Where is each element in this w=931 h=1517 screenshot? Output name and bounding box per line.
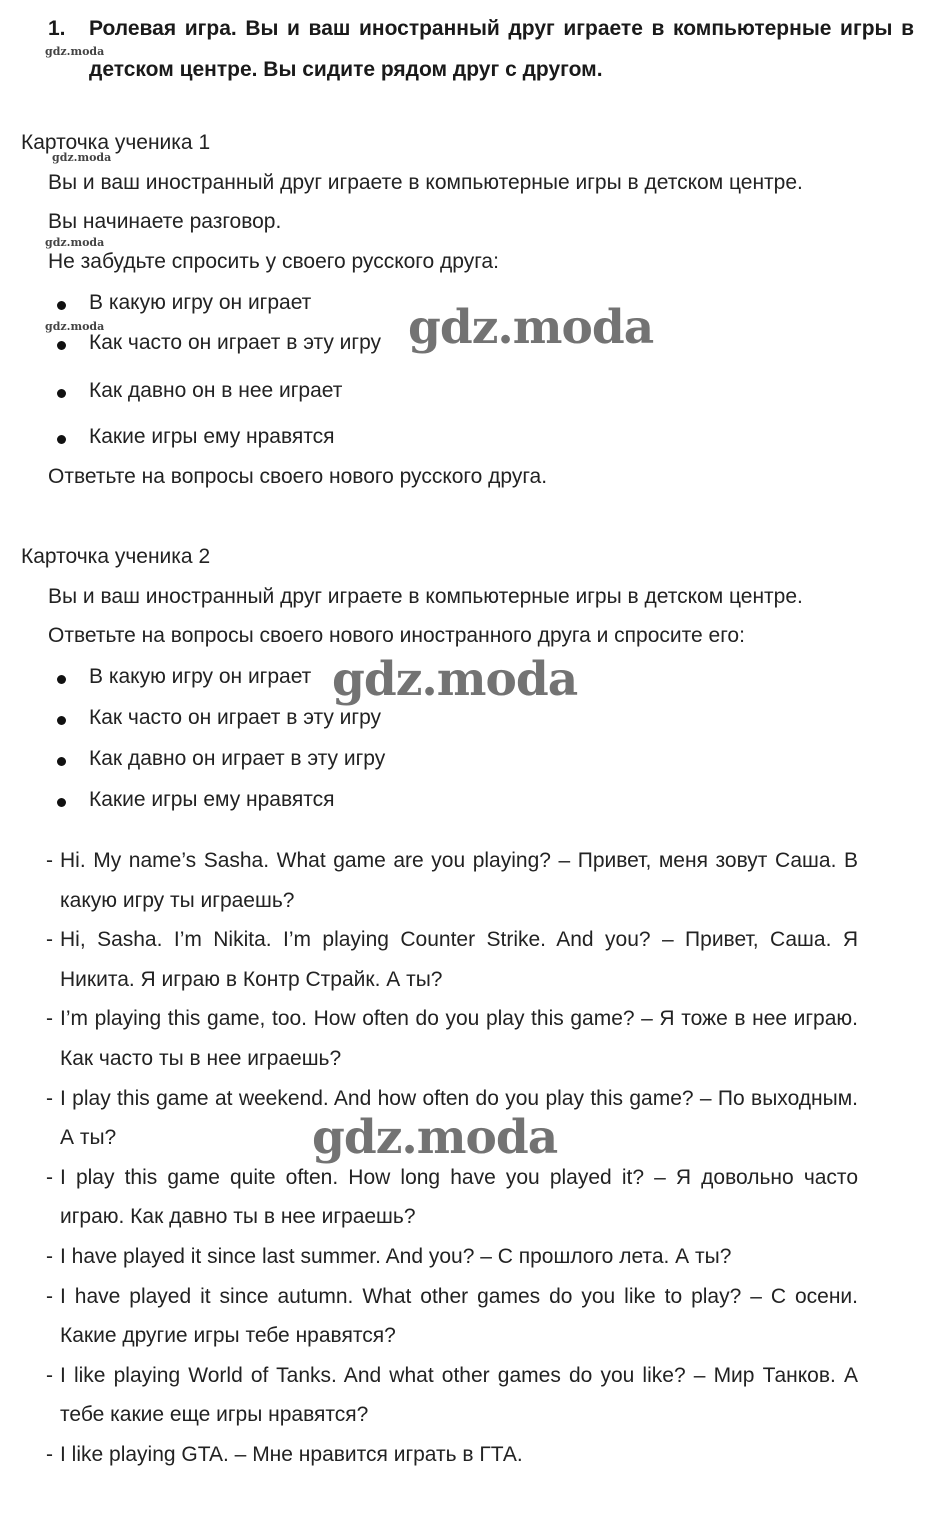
card-1-intro-line: Не забудьте спросить у своего русского друга: — [48, 250, 499, 273]
card-2-bullet: Как давно он играет в эту игру — [54, 747, 385, 771]
dialogue-line: - I like playing GTA. – Мне нравится играть в ГТА. — [46, 1442, 523, 1466]
card-1-bullet: Как давно он в нее играет — [54, 379, 342, 403]
card-2-bullet: В какую игру он играет — [54, 665, 311, 689]
card-1-bullet: В какую игру он играет — [54, 291, 311, 315]
watermark-logo: gdz.moda — [408, 300, 654, 355]
bullet-dot-icon — [57, 675, 66, 684]
dialogue-line: - I like playing World of Tanks. And what other games do you like? – Мир Танков. А тебе какие еще игры нравятся? — [46, 1363, 858, 1427]
task-text: Ролевая игра. Вы и ваш иностранный друг играете в компьютерные игры в детском центре. Вы сидите рядом друг с другом. — [89, 17, 914, 81]
bullet-dot-icon — [57, 301, 66, 310]
dialogue-line: - I play this game quite often. How long have you played it? – Я довольно часто играю. Как давно ты в нее играешь? — [46, 1165, 858, 1229]
card-2-bullet: Какие игры ему нравятся — [54, 788, 335, 812]
watermark-logo: gdz.moda — [332, 652, 578, 707]
card-2-intro-line: Вы и ваш иностранный друг играете в компьютерные игры в детском центре. — [48, 585, 803, 608]
bullet-dot-icon — [57, 435, 66, 444]
watermark-small: gdz.moda — [45, 236, 105, 249]
card-1-intro-line: Вы начинаете разговор. — [48, 210, 282, 233]
watermark-small: gdz.moda — [45, 320, 105, 333]
task-number: 1. — [48, 17, 66, 40]
card-2-intro-line: Ответьте на вопросы своего нового иностранного друга и спросите его: — [48, 624, 745, 647]
watermark-logo: gdz.moda — [312, 1110, 558, 1165]
bullet-dot-icon — [57, 716, 66, 725]
dialogue-line: - I have played it since autumn. What other games do you like to play? – С осени. Какие другие игры тебе нравятся? — [46, 1284, 858, 1348]
card-1-intro-line: Вы и ваш иностранный друг играете в компьютерные игры в детском центре. — [48, 171, 803, 194]
dialogue-line: - I play this game at weekend. And how often do you play this game? – По выходным. А ты? — [46, 1086, 858, 1150]
card-1-bullet: Какие игры ему нравятся — [54, 425, 335, 449]
card-1-bullet: Как часто он играет в эту игру — [54, 331, 381, 355]
bullet-dot-icon — [57, 757, 66, 766]
dialogue-line: - I have played it since last summer. And you? – С прошлого лета. А ты? — [46, 1244, 732, 1268]
card-2-title: Карточка ученика 2 — [21, 545, 211, 568]
card-1-outro: Ответьте на вопросы своего нового русского друга. — [48, 465, 548, 488]
dialogue-line: - I’m playing this game, too. How often do you play this game? – Я тоже в нее играю. Как часто ты в нее играешь? — [46, 1007, 858, 1070]
card-1-title: Карточка ученика 1 — [21, 131, 211, 154]
task-heading — [48, 8, 914, 90]
dialogue-line: - Hi. My name’s Sasha. What game are you playing? – Привет, меня зовут Саша. В какую игру ты играешь? — [46, 849, 858, 912]
watermark-small: gdz.moda — [45, 45, 105, 58]
bullet-dot-icon — [57, 341, 66, 350]
card-2-bullet: Как часто он играет в эту игру — [54, 706, 381, 730]
dialogue-line: - Hi, Sasha. I’m Nikita. I’m playing Counter Strike. And you? – Привет, Саша. Я Никита. Я играю в Контр Страйк. А ты? — [46, 928, 858, 991]
bullet-dot-icon — [57, 389, 66, 398]
bullet-dot-icon — [57, 798, 66, 807]
watermark-small: gdz.moda — [52, 151, 112, 164]
